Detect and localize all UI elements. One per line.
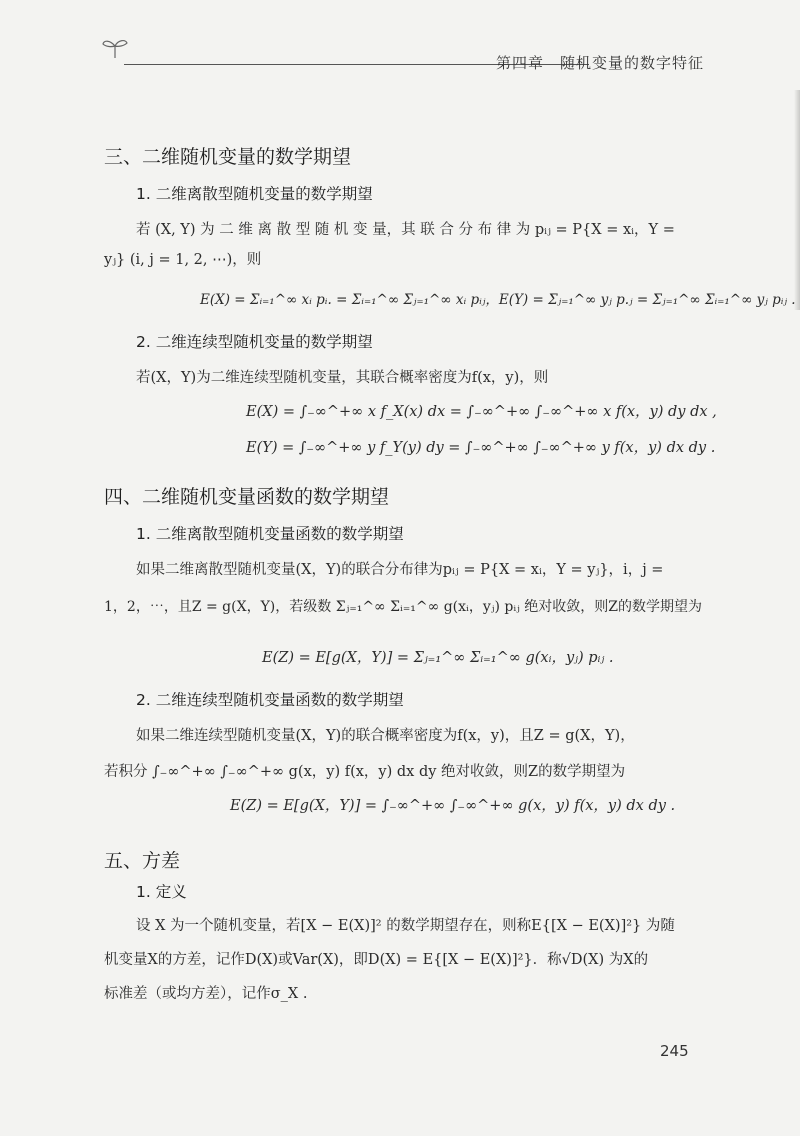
paragraph-3-1-line-2: yⱼ} (i, j = 1, 2, ⋯)，则 [104, 252, 262, 268]
paragraph-3-2-line-1: 若(X，Y)为二维连续型随机变量，其联合概率密度为f(x，y)，则 [136, 370, 549, 386]
running-header [100, 28, 710, 74]
paragraph-4-2-line-2: 若积分 ∫₋∞^+∞ ∫₋∞^+∞ g(x，y) f(x，y) dx dy 绝对收敛，则Z的数学期望为 [104, 764, 626, 780]
page-number: 245 [660, 1042, 689, 1060]
paragraph-5-1-line-1: 设 X 为一个随机变量，若[X − E(X)]² 的数学期望存在，则称E{[X − E(X)]²} 为随 [136, 918, 675, 934]
page-edge-shadow [794, 90, 800, 310]
paragraph-5-1-line-2: 机变量X的方差，记作D(X)或Var(X)，即D(X) = E{[X − E(X)]²}．称√D(X) 为X的 [104, 952, 649, 968]
section-3-title: 三、二维随机变量的数学期望 [104, 146, 352, 168]
paragraph-3-1-line-1: 若 (X, Y) 为 二 维 离 散 型 随 机 变 量，其 联 合 分 布 律 为 pᵢⱼ = P{X = xᵢ，Y = [136, 222, 675, 238]
subsection-4-2-title: 2. 二维连续型随机变量函数的数学期望 [136, 691, 404, 709]
equation-3-2-b: E(Y) = ∫₋∞^+∞ y f_Y(y) dy = ∫₋∞^+∞ ∫₋∞^+∞ y f(x，y) dx dy . [246, 440, 716, 456]
sprout-icon [100, 36, 130, 60]
chapter-title: 第四章 随机变量的数字特征 [496, 54, 705, 72]
paragraph-4-1-line-1: 如果二维离散型随机变量(X，Y)的联合分布律为pᵢⱼ = P{X = xᵢ，Y = yⱼ}，i，j = [136, 562, 664, 578]
section-5-title: 五、方差 [104, 850, 181, 872]
equation-4-1: E(Z) = E[g(X，Y)] = Σⱼ₌₁^∞ Σᵢ₌₁^∞ g(xᵢ，yⱼ) pᵢⱼ . [262, 650, 614, 666]
paragraph-4-1-line-2: 1，2，⋯，且Z = g(X，Y)，若级数 Σⱼ₌₁^∞ Σᵢ₌₁^∞ g(xᵢ，yⱼ) pᵢⱼ 绝对收敛，则Z的数学期望为 [104, 599, 703, 615]
subsection-4-1-title: 1. 二维离散型随机变量函数的数学期望 [136, 525, 404, 543]
equation-4-2: E(Z) = E[g(X，Y)] = ∫₋∞^+∞ ∫₋∞^+∞ g(x，y) f(x，y) dx dy . [230, 798, 676, 814]
subsection-3-2-title: 2. 二维连续型随机变量的数学期望 [136, 333, 373, 351]
paragraph-4-2-line-1: 如果二维连续型随机变量(X，Y)的联合概率密度为f(x，y)，且Z = g(X，Y)， [136, 728, 635, 744]
paragraph-5-1-line-3: 标准差（或均方差），记作σ_X . [104, 986, 308, 1002]
equation-3-2-a: E(X) = ∫₋∞^+∞ x f_X(x) dx = ∫₋∞^+∞ ∫₋∞^+∞ x f(x，y) dy dx , [246, 404, 717, 420]
subsection-3-1-title: 1. 二维离散型随机变量的数学期望 [136, 185, 373, 203]
subsection-5-1-title: 1. 定义 [136, 883, 187, 901]
equation-3-1: E(X) = Σᵢ₌₁^∞ xᵢ pᵢ. = Σᵢ₌₁^∞ Σⱼ₌₁^∞ xᵢ pᵢⱼ，E(Y) = Σⱼ₌₁^∞ yⱼ p.ⱼ = Σⱼ₌₁^∞ Σᵢ₌₁^∞ yⱼ pᵢⱼ . [200, 292, 796, 308]
section-4-title: 四、二维随机变量函数的数学期望 [104, 486, 390, 508]
